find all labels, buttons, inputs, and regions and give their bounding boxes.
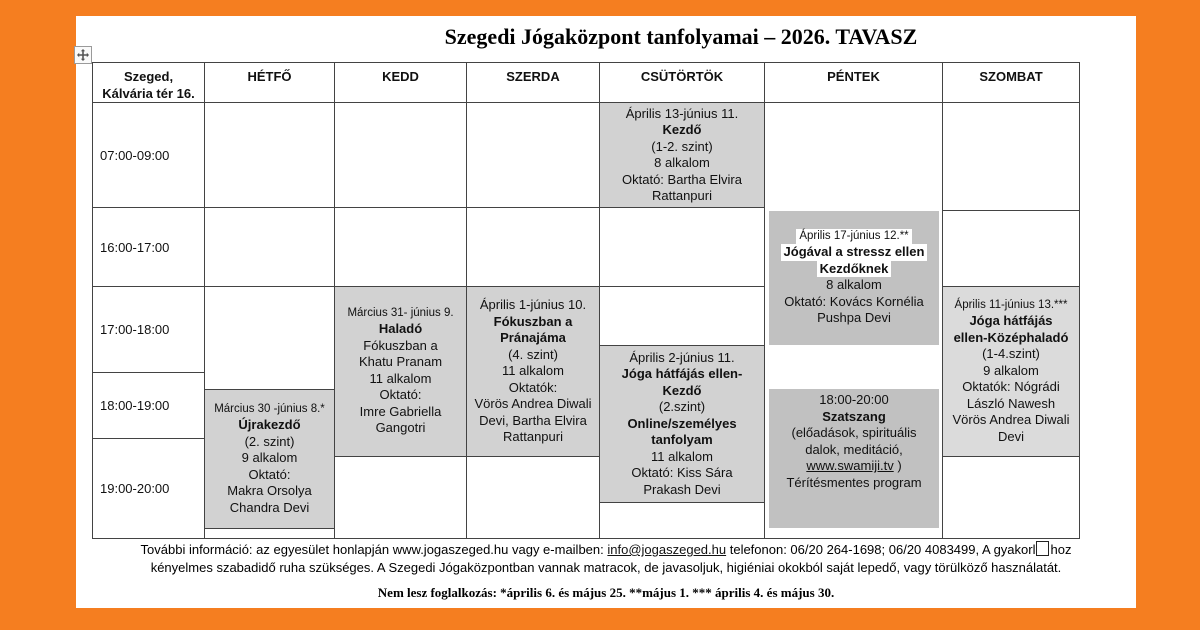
location-line: Szeged, (123, 69, 174, 84)
empty-cell (205, 103, 335, 208)
course-line: dalok, meditáció, (805, 441, 903, 457)
email-link[interactable]: info@jogaszeged.hu (607, 542, 727, 557)
course-line: Március 30 -június 8.* (214, 403, 325, 415)
footer-info-line1 (76, 541, 1136, 559)
course-line: Rattanpuri (652, 188, 712, 203)
day-label: SZOMBAT (979, 69, 1043, 84)
empty-cell (205, 287, 335, 390)
footer-no-class-line: Nem lesz foglalkozás: *április 6. és május 25. **május 1. *** április 4. és május 30. (377, 585, 835, 600)
location-line: Kálvária tér 16. (102, 85, 195, 101)
course-line: Vörös Andrea Diwali (952, 412, 1070, 427)
course-line: Április 1-június 10. (479, 297, 587, 313)
empty-cell (467, 208, 600, 287)
course-line: 8 alkalom (826, 277, 882, 293)
course-line: Oktatók: Nógrádi (962, 379, 1060, 394)
empty-cell (335, 208, 467, 287)
course-line: Devi, Bartha Elvira (479, 412, 587, 428)
course-line: Vörös Andrea Diwali (474, 396, 592, 412)
course-line: 8 alkalom (654, 155, 710, 170)
course-line: Fókuszban a (363, 337, 438, 353)
course-line: Március 31- június 9. (347, 307, 454, 320)
course-line: 9 alkalom (983, 362, 1039, 378)
course-line: (4. szint) (508, 346, 558, 362)
footer (76, 541, 1136, 602)
course-line: Jóga hátfájás (969, 313, 1053, 328)
course-line: Fókuszban a (493, 313, 573, 329)
course-line: Oktató: Bartha Elvira (622, 171, 742, 187)
course-line: Április 11-június 13.*** (954, 299, 1068, 311)
empty-cell (600, 287, 765, 346)
course-line: Újrakezdő (238, 417, 301, 432)
course-line: (1-4.szint) (982, 346, 1040, 361)
course-line: Online/személyes (627, 415, 737, 431)
swamiji-link[interactable]: www.swamiji.tv (806, 458, 894, 473)
course-line: 11 alkalom (369, 370, 432, 386)
course-cell-thursday-backpain (600, 346, 765, 503)
empty-cell (467, 457, 600, 539)
course-line: Április 17-június 12.** (796, 229, 911, 244)
course-cell-tuesday-advanced (335, 287, 467, 457)
course-line: Kezdőknek (817, 261, 892, 278)
course-line (806, 458, 901, 475)
header-cell-saturday (943, 62, 1080, 103)
table-move-handle-icon[interactable] (74, 46, 92, 64)
course-line: Pránajáma (500, 330, 566, 346)
course-line: Április 13-június 11. (625, 105, 739, 121)
course-cell-friday-stress (769, 211, 939, 345)
course-line: Április 2-június 11. (629, 349, 735, 365)
footer-text: telefonon: 06/20 264-1698; 06/20 4083499, A gyakorl (726, 542, 1036, 557)
course-cell-friday-satsang (769, 389, 939, 528)
course-line: Devi (997, 428, 1024, 444)
course-line: Rattanpuri (503, 429, 563, 445)
link-suffix: ) (893, 458, 902, 473)
header-cell-location (92, 62, 205, 103)
course-line: Makra Orsolya (227, 483, 312, 498)
course-line: László Nawesh (966, 395, 1056, 411)
header-cell-monday (205, 62, 335, 103)
footer-info-line2: kényelmes szabadidő ruha szükséges. A Szegedi Jógaközpontban vannak matracok, de javasoljuk, higiéniai okokból saját lepedő, vagy törülköző használatát. (150, 560, 1062, 575)
empty-cell (335, 457, 467, 539)
footer-text: hoz (1050, 542, 1072, 557)
page-title: Szegedi Jógaközpont tanfolyamai – 2026. TAVASZ (444, 24, 918, 49)
course-line: (2.szint) (658, 399, 706, 415)
empty-cell (205, 208, 335, 287)
course-line: Jógával a stressz ellen (781, 244, 928, 261)
day-label: CSÜTÖRTÖK (640, 69, 724, 84)
course-line: Oktatók: (508, 379, 558, 395)
course-line: Térítésmentes program (786, 474, 922, 490)
header-cell-thursday (600, 62, 765, 103)
header-cell-wednesday (467, 62, 600, 103)
course-line: Gangotri (375, 420, 426, 436)
course-line: Prakash Devi (643, 481, 721, 497)
course-line: ellen-Középhaladó (953, 329, 1069, 345)
course-line: Oktató: (248, 466, 291, 482)
footer-text: További információ: az egyesület honlapján www.jogaszeged.hu vagy e-mailben: (140, 542, 608, 557)
course-line: Szatszang (822, 408, 886, 424)
course-line: (1-2. szint) (651, 138, 713, 154)
course-line: (2. szint) (244, 433, 295, 449)
empty-cell (943, 457, 1080, 539)
empty-cell (467, 103, 600, 208)
header-cell-tuesday (335, 62, 467, 103)
course-line: 9 alkalom (241, 450, 298, 465)
course-line: tanfolyam (651, 432, 713, 448)
course-cell-thursday-morning (600, 103, 765, 208)
course-line: Chandra Devi (229, 499, 310, 515)
day-label: SZERDA (506, 69, 560, 84)
day-label: HÉTFŐ (247, 69, 292, 84)
course-line: Jóga hátfájás ellen- (621, 366, 743, 382)
empty-cell (600, 503, 765, 539)
course-line: Kezdő (662, 382, 702, 398)
course-line: (előadások, spirituális (791, 425, 917, 440)
time-cell-1600-1700: 16:00-17:00 (92, 208, 205, 287)
empty-cell (205, 529, 335, 539)
course-line: 11 alkalom (651, 448, 713, 464)
course-line: Pushpa Devi (817, 310, 891, 326)
time-cell-1800-1900: 18:00-19:00 (92, 373, 205, 439)
course-cell-wednesday-pranayama (467, 287, 600, 457)
missing-glyph-box (1036, 541, 1049, 556)
day-label: KEDD (382, 69, 419, 84)
course-line: Oktató: Kovács Kornélia (784, 293, 924, 309)
empty-cell (335, 103, 467, 208)
empty-cell (943, 103, 1080, 211)
day-label: PÉNTEK (827, 69, 880, 84)
course-line: Oktató: (379, 387, 422, 403)
time-cell-0700-0900: 07:00-09:00 (92, 103, 205, 208)
course-cell-monday-restart (205, 390, 335, 529)
course-line: Kezdő (662, 122, 702, 137)
course-cell-saturday-backpain (943, 287, 1080, 457)
time-cell-1900-2000: 19:00-20:00 (92, 439, 205, 539)
course-line: 11 alkalom (502, 363, 564, 379)
course-line: 18:00-20:00 (819, 392, 889, 407)
course-line: Khatu Pranam (358, 354, 443, 370)
empty-cell (600, 208, 765, 287)
time-cell-1700-1800: 17:00-18:00 (92, 287, 205, 373)
header-cell-friday (765, 62, 943, 103)
move-cross-icon (77, 49, 89, 61)
course-line: Haladó (378, 321, 423, 337)
course-line: Oktató: Kiss Sára (631, 465, 733, 481)
empty-cell (943, 211, 1080, 287)
course-line: Imre Gabriella (359, 403, 442, 419)
